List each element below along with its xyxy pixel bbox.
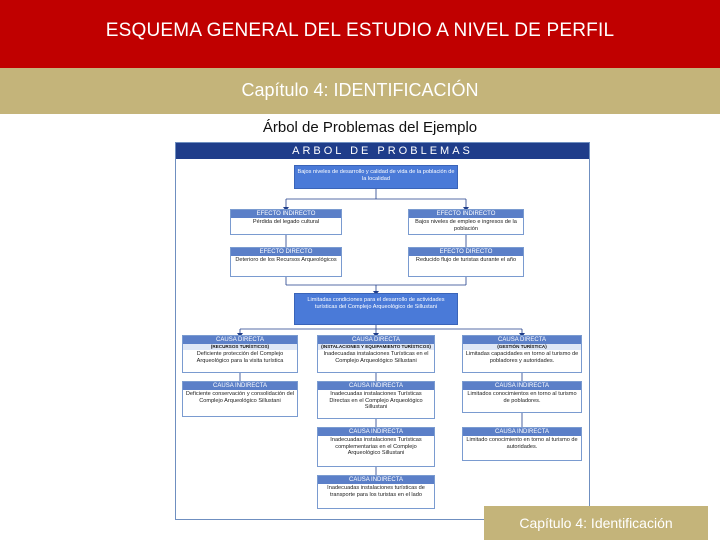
indirect-cause-text: Limitados conocimientos en torno al turismo de pobladores. xyxy=(467,391,577,404)
indirect-cause-header: CAUSA INDIRECTA xyxy=(183,382,297,390)
indirect-cause-box xyxy=(317,427,435,467)
indirect-cause-box xyxy=(462,427,582,461)
final-effect-box xyxy=(294,165,458,189)
indirect-cause-text: Limitado conocimiento en torno al turismo de autoridades. xyxy=(466,437,578,450)
cause-text: Deficiente protección del Complejo Arqueológico para la visita turística xyxy=(196,351,284,364)
central-problem-box xyxy=(294,293,458,325)
effect-text: Deterioro de los Recursos Arqueológicos xyxy=(235,257,337,263)
cause-subheader: (INSTALACIONES Y EQUIPAMIENTO TURÍSTICOS) xyxy=(318,344,434,350)
footer-label: Capítulo 4: Identificación xyxy=(519,515,673,531)
indirect-cause-header: CAUSA INDIRECTA xyxy=(463,382,581,390)
effect-header: EFECTO INDIRECTO xyxy=(231,210,341,218)
indirect-cause-box xyxy=(462,381,582,413)
indirect-cause-text: Deficiente conservación y consolidación del Complejo Arqueológico Sillustani xyxy=(185,391,295,404)
indirect-cause-header: CAUSA INDIRECTA xyxy=(318,428,434,436)
cause-text: Inadecuadas instalaciones Turísticas en el Complejo Arqueológico Sillustani xyxy=(323,351,429,364)
effect-text: Pérdida del legado cultural xyxy=(252,219,320,225)
cause-header: CAUSA DIRECTA xyxy=(463,336,581,344)
slide-title: ESQUEMA GENERAL DEL ESTUDIO A NIVEL DE PERFIL xyxy=(105,20,615,41)
cause-box xyxy=(182,335,298,373)
effect-header: EFECTO DIRECTO xyxy=(409,248,523,256)
effect-text: Bajos niveles de empleo e ingresos de la población xyxy=(415,219,517,232)
cause-text: Limitadas capacidades en torno al turismo de pobladores y autoridades. xyxy=(465,351,579,364)
final-effect-text: Bajos niveles de desarrollo y calidad de vida de la población de la localidad xyxy=(297,169,455,182)
indirect-cause-box xyxy=(317,381,435,419)
diagram-heading: Árbol de Problemas del Ejemplo xyxy=(262,119,478,136)
cause-box xyxy=(317,335,435,373)
indirect-cause-header: CAUSA INDIRECTA xyxy=(463,428,581,436)
effect-header: EFECTO DIRECTO xyxy=(231,248,341,256)
chapter-banner xyxy=(0,68,720,114)
effect-box xyxy=(230,209,342,235)
cause-subheader: (RECURSOS TURÍSTICOS) xyxy=(183,344,297,350)
indirect-cause-box xyxy=(317,475,435,509)
indirect-cause-box xyxy=(182,381,298,417)
effect-text: Reducido flujo de turistas durante el año xyxy=(415,257,517,263)
indirect-cause-header: CAUSA INDIRECTA xyxy=(318,382,434,390)
chapter-title: Capítulo 4: IDENTIFICACIÓN xyxy=(241,80,479,100)
cause-subheader: (GESTIÓN TURÍSTICA) xyxy=(463,344,581,350)
central-problem-text: Limitadas condiciones para el desarrollo de actividades turísticas del Complejo Arqueológico de Sillustani xyxy=(307,297,445,310)
cause-box xyxy=(462,335,582,373)
indirect-cause-header: CAUSA INDIRECTA xyxy=(318,476,434,484)
indirect-cause-text: Inadecuadas instalaciones turísticas de transporte para los turistas en el lado xyxy=(327,485,425,498)
footer-badge xyxy=(484,506,708,540)
problem-tree xyxy=(175,142,590,520)
indirect-cause-text: Inadecuadas instalaciones Turísticas complementarias en el Complejo Arqueológico Sillustani xyxy=(330,437,422,457)
effect-box xyxy=(408,209,524,235)
effect-header: EFECTO INDIRECTO xyxy=(409,210,523,218)
cause-header: CAUSA DIRECTA xyxy=(318,336,434,344)
effect-box xyxy=(230,247,342,277)
indirect-cause-text: Inadecuadas instalaciones Turísticas Directas en el Complejo Arqueológico Sillustani xyxy=(329,391,423,411)
tree-title: ARBOL DE PROBLEMAS xyxy=(176,143,589,159)
top-banner xyxy=(0,0,720,68)
cause-header: CAUSA DIRECTA xyxy=(183,336,297,344)
effect-box xyxy=(408,247,524,277)
